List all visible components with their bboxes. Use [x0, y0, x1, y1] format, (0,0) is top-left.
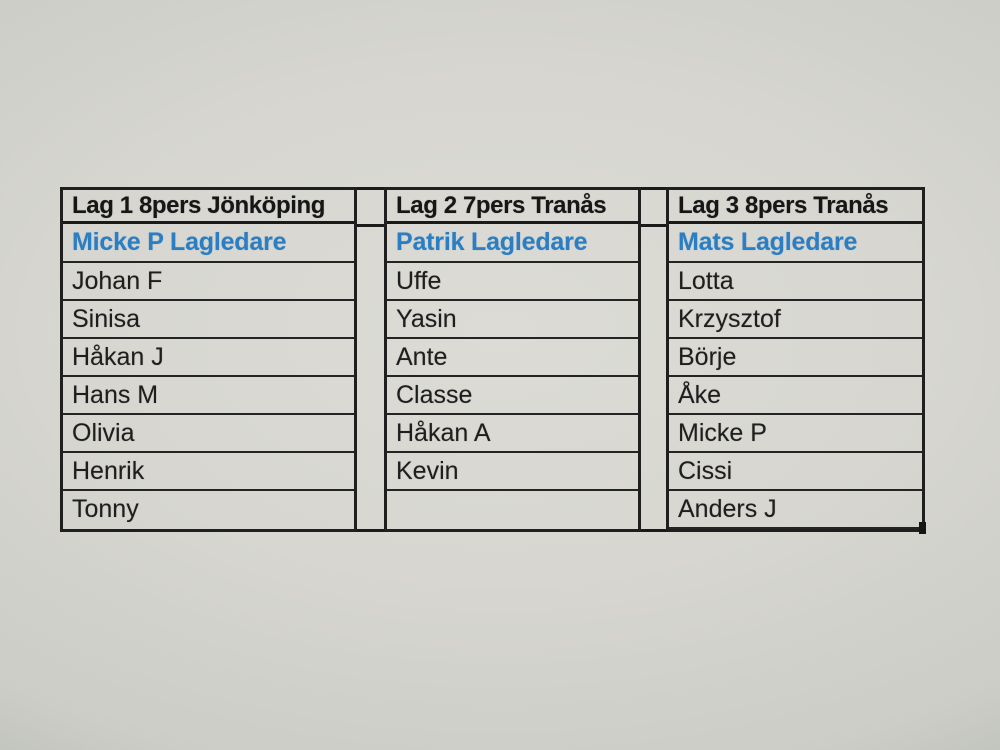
member-name: Sinisa — [72, 304, 141, 333]
spacer-column — [641, 187, 666, 532]
member-row — [669, 377, 922, 415]
team-table-3 — [666, 187, 925, 532]
team-1-leader-row — [63, 224, 354, 263]
member-row — [63, 339, 354, 377]
member-row — [387, 453, 638, 491]
member-row — [63, 301, 354, 339]
team-2-leader: Patrik Lagledare — [396, 228, 588, 256]
team-1-leader: Micke P Lagledare — [72, 228, 287, 256]
team-3-title: Lag 3 8pers Tranås — [678, 191, 889, 219]
team-2-leader-row — [387, 224, 638, 263]
member-name: Cissi — [678, 456, 733, 485]
member-name: Håkan A — [396, 418, 491, 447]
member-name: Micke P — [678, 418, 767, 447]
member-name: Henrik — [72, 456, 145, 485]
team-tables — [60, 187, 925, 532]
member-row — [387, 301, 638, 339]
member-name: Johan F — [72, 266, 163, 295]
team-table-2 — [384, 187, 641, 532]
member-row — [387, 263, 638, 301]
team-2-title: Lag 2 7pers Tranås — [396, 191, 607, 219]
team-3-leader: Mats Lagledare — [678, 228, 858, 256]
member-name: Krzysztof — [678, 304, 781, 333]
member-row — [669, 453, 922, 491]
member-row — [63, 263, 354, 301]
member-row — [387, 339, 638, 377]
team-table-1 — [60, 187, 357, 532]
spacer-header-cell — [357, 190, 384, 227]
member-name: Håkan J — [72, 342, 164, 371]
member-row-empty — [387, 491, 638, 527]
team-2-header-row — [387, 190, 638, 224]
member-name: Kevin — [396, 456, 459, 485]
member-name: Åke — [678, 380, 722, 409]
spacer-column — [357, 187, 384, 532]
member-row — [669, 263, 922, 301]
member-row — [63, 491, 354, 527]
member-name: Ante — [396, 342, 448, 371]
member-row — [387, 377, 638, 415]
team-1-title: Lag 1 8pers Jönköping — [72, 191, 325, 219]
spacer-header-cell — [641, 190, 666, 227]
member-row — [63, 377, 354, 415]
member-name: Tonny — [72, 494, 139, 523]
team-3-leader-row — [669, 224, 922, 263]
member-row — [669, 339, 922, 377]
member-name: Classe — [396, 380, 473, 409]
member-name: Hans M — [72, 380, 159, 409]
member-row — [63, 415, 354, 453]
team-1-header-row — [63, 190, 354, 224]
member-row — [669, 491, 922, 529]
member-name: Lotta — [678, 266, 734, 295]
member-name: Börje — [678, 342, 737, 371]
member-name: Uffe — [396, 266, 442, 295]
member-row — [669, 415, 922, 453]
member-name: Olivia — [72, 418, 135, 447]
member-name: Yasin — [396, 304, 457, 333]
member-row — [63, 453, 354, 491]
member-name: Anders J — [678, 494, 777, 523]
member-row — [387, 415, 638, 453]
member-row — [669, 301, 922, 339]
selection-corner-mark — [919, 522, 926, 534]
team-3-header-row — [669, 190, 922, 224]
